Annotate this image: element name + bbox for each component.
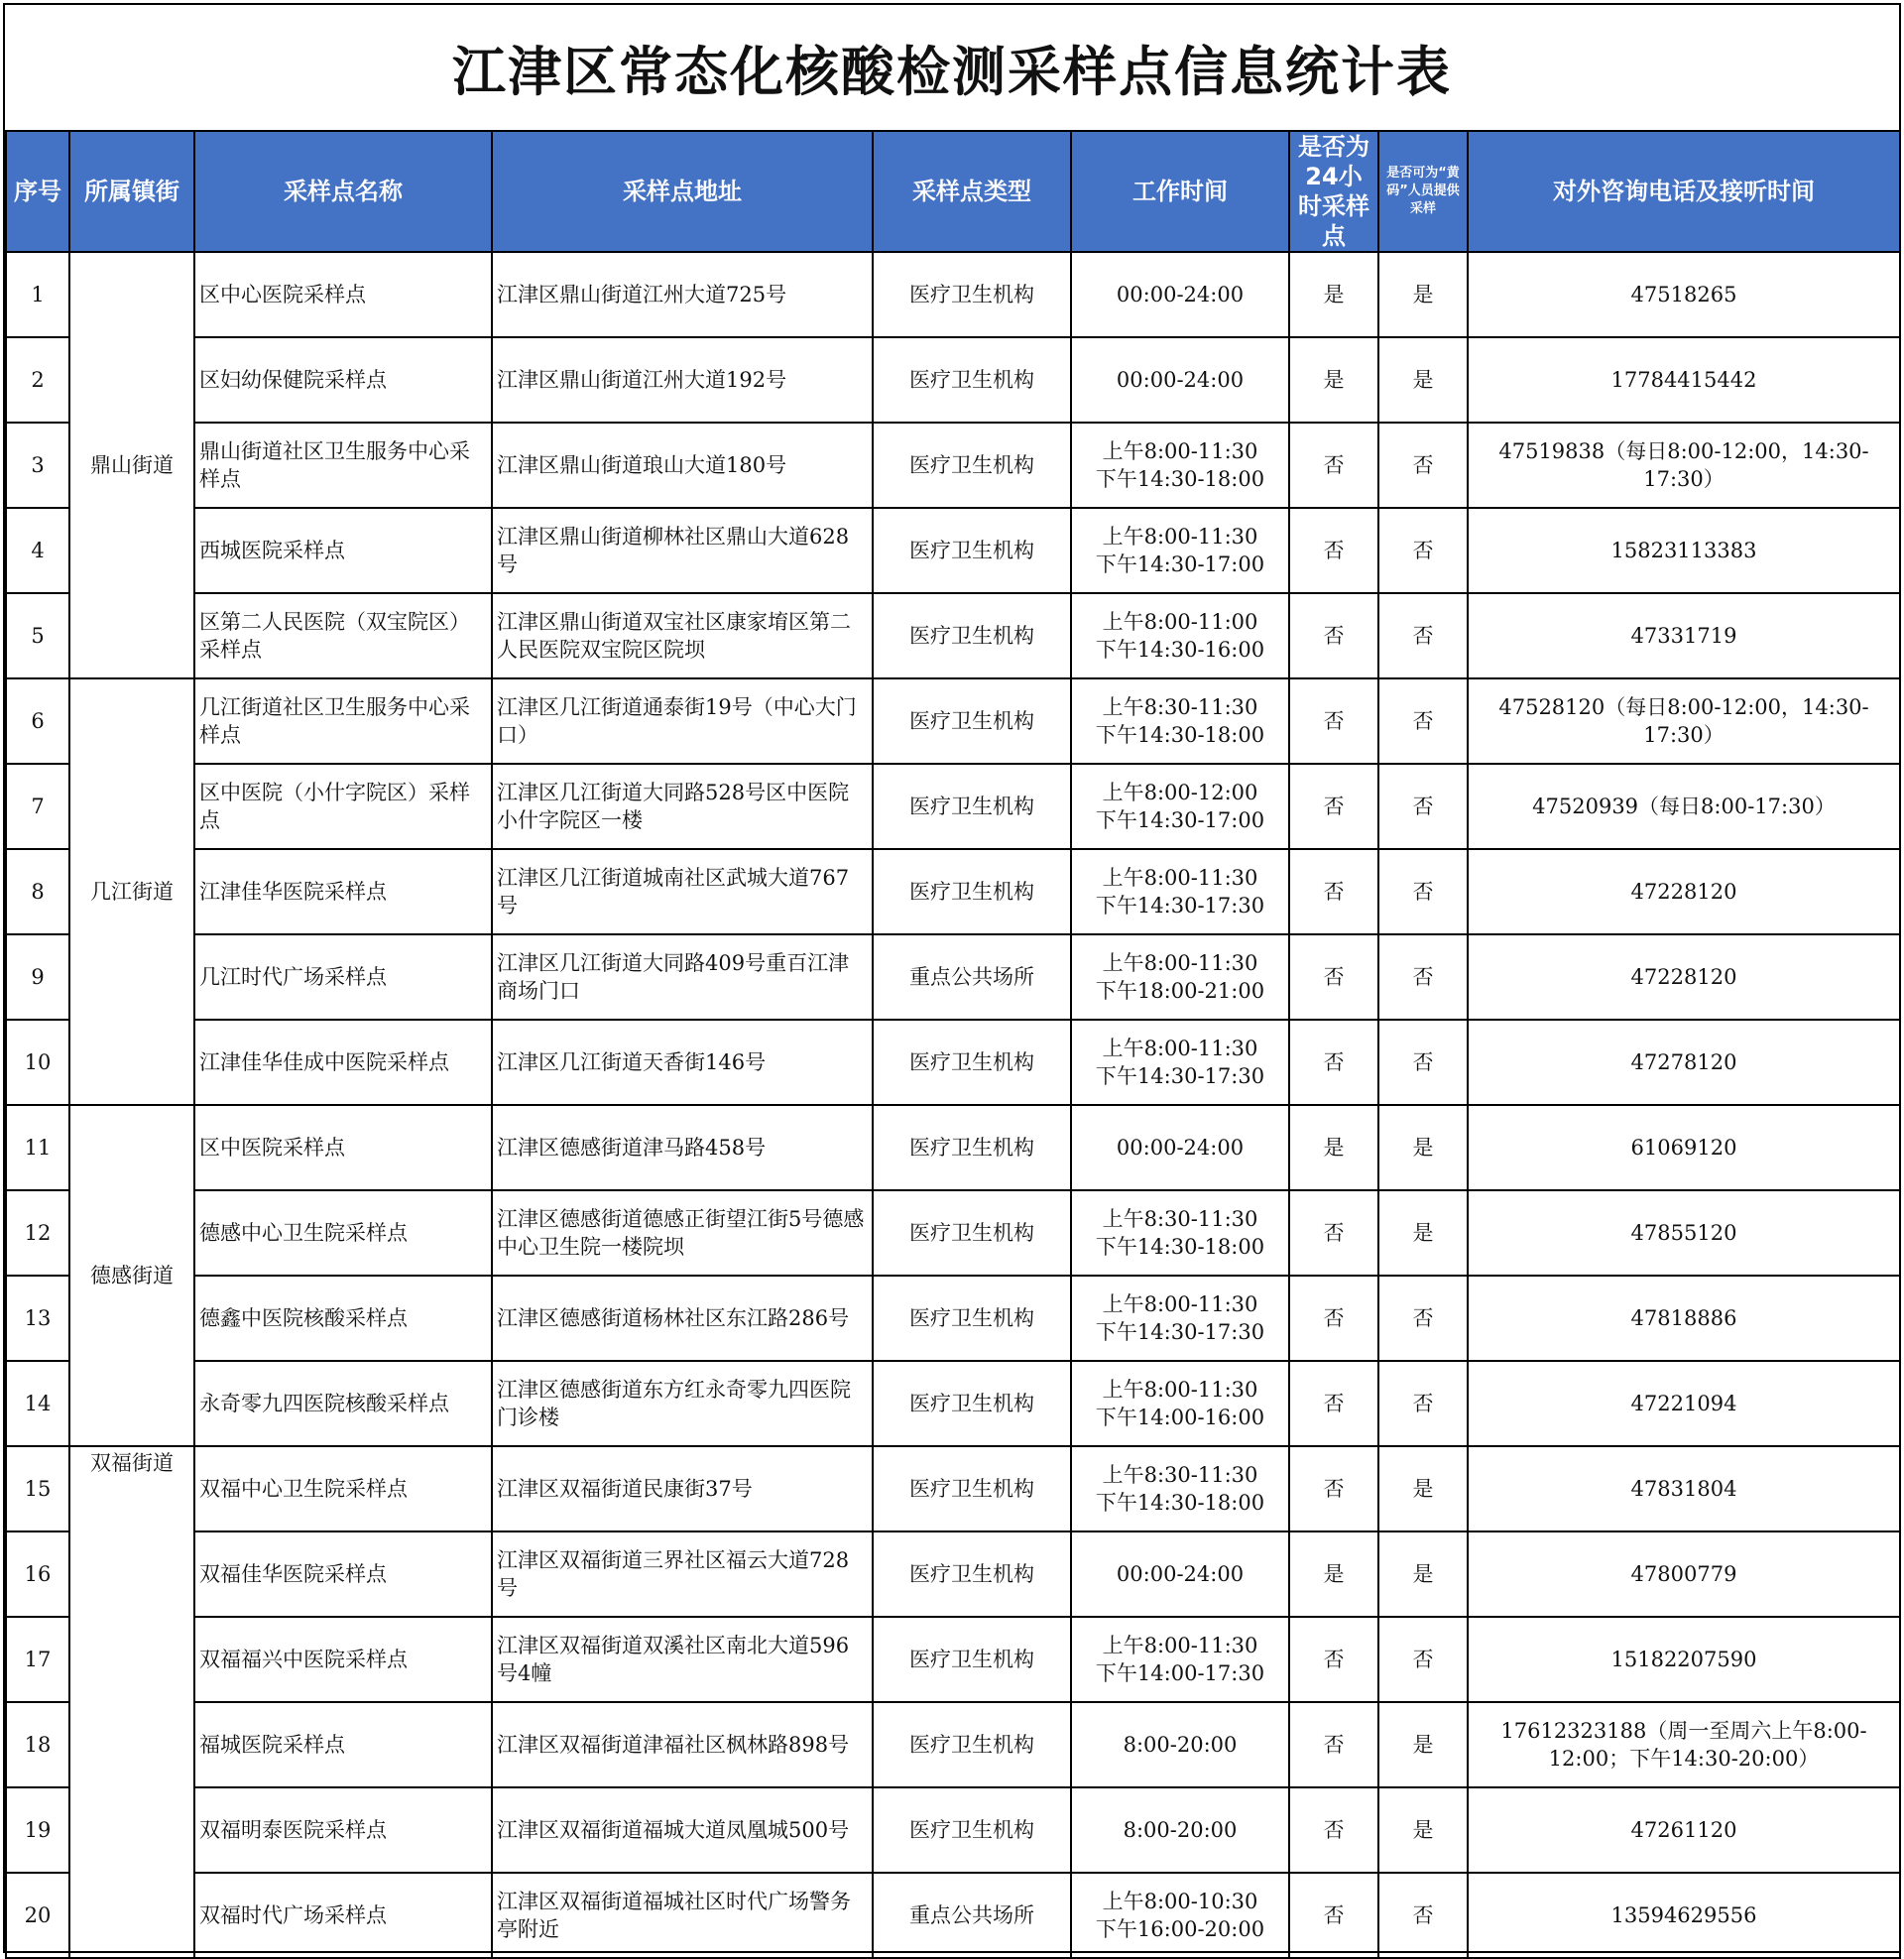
hours-line-1: 8:00-20:00 [1123, 1818, 1238, 1842]
cell-name: 几江街道社区卫生服务中心采样点 [194, 678, 492, 764]
cell-is24h: 否 [1289, 508, 1378, 593]
cell-type: 医疗卫生机构 [873, 1531, 1071, 1617]
table-row [6, 1276, 1900, 1361]
cell-hours [1071, 934, 1289, 1020]
cell-name: 德感中心卫生院采样点 [194, 1190, 492, 1276]
hours-line-1: 8:00-20:00 [1123, 1733, 1238, 1757]
cell-type: 医疗卫生机构 [873, 508, 1071, 593]
cell-phone: 47855120 [1468, 1190, 1900, 1276]
cell-address: 江津区德感街道杨林社区东江路286号 [492, 1276, 873, 1361]
cell-yellow-code: 否 [1378, 423, 1468, 508]
cell-phone: 47221094 [1468, 1361, 1900, 1446]
cell-phone: 15823113383 [1468, 508, 1900, 593]
cell-yellow-code: 否 [1378, 1020, 1468, 1105]
cell-address: 江津区几江街道大同路409号重百江津商场门口 [492, 934, 873, 1020]
cell-is24h: 否 [1289, 1873, 1378, 1958]
cell-yellow-code: 否 [1378, 1873, 1468, 1958]
cell-type: 医疗卫生机构 [873, 678, 1071, 764]
cell-is24h: 否 [1289, 764, 1378, 849]
hours-line-2: 下午14:00-17:30 [1095, 1661, 1265, 1685]
cell-seq: 11 [6, 1105, 69, 1190]
cell-phone: 47800779 [1468, 1531, 1900, 1617]
cell-name: 鼎山街道社区卫生服务中心采样点 [194, 423, 492, 508]
table-row [6, 252, 1900, 337]
cell-seq: 14 [6, 1361, 69, 1446]
cell-yellow-code: 是 [1378, 1190, 1468, 1276]
header-name: 采样点名称 [194, 131, 492, 252]
header-row [6, 131, 1900, 252]
cell-yellow-code: 否 [1378, 764, 1468, 849]
cell-address: 江津区鼎山街道双宝社区康家堉区第二人民医院双宝院区院坝 [492, 593, 873, 678]
table-row [6, 1361, 1900, 1446]
cell-type: 重点公共场所 [873, 934, 1071, 1020]
cell-phone: 61069120 [1468, 1105, 1900, 1190]
cell-hours [1071, 508, 1289, 593]
cell-is24h: 否 [1289, 1617, 1378, 1702]
hours-line-1: 00:00-24:00 [1116, 368, 1245, 392]
header-seq: 序号 [6, 131, 69, 252]
cell-address: 江津区德感街道东方红永奇零九四医院门诊楼 [492, 1361, 873, 1446]
table-row [6, 1617, 1900, 1702]
cell-type: 重点公共场所 [873, 1873, 1071, 1958]
cell-is24h: 否 [1289, 1787, 1378, 1873]
cell-type: 医疗卫生机构 [873, 1787, 1071, 1873]
cell-address: 江津区双福街道双溪社区南北大道596号4幢 [492, 1617, 873, 1702]
cell-is24h: 否 [1289, 1702, 1378, 1787]
cell-address: 江津区双福街道民康街37号 [492, 1446, 873, 1531]
hours-line-2: 下午14:30-17:00 [1095, 552, 1265, 576]
cell-name: 区第二人民医院（双宝院区）采样点 [194, 593, 492, 678]
hours-line-2: 下午14:30-18:00 [1095, 723, 1265, 747]
cell-phone: 13594629556 [1468, 1873, 1900, 1958]
cell-phone: 47228120 [1468, 934, 1900, 1020]
hours-line-2: 下午14:00-16:00 [1095, 1406, 1265, 1429]
hours-line-2: 下午14:30-17:30 [1095, 1064, 1265, 1088]
cell-type: 医疗卫生机构 [873, 593, 1071, 678]
cell-name: 双福佳华医院采样点 [194, 1531, 492, 1617]
cell-phone: 47228120 [1468, 849, 1900, 934]
cell-is24h: 是 [1289, 252, 1378, 337]
cell-type: 医疗卫生机构 [873, 252, 1071, 337]
table-row [6, 1787, 1900, 1873]
table-row [6, 678, 1900, 764]
table-row [6, 1702, 1900, 1787]
cell-type: 医疗卫生机构 [873, 1702, 1071, 1787]
cell-address: 江津区双福街道津福社区枫林路898号 [492, 1702, 873, 1787]
hours-line-1: 上午8:00-11:30 [1102, 866, 1258, 890]
cell-is24h: 否 [1289, 678, 1378, 764]
cell-hours [1071, 423, 1289, 508]
cell-is24h: 是 [1289, 1531, 1378, 1617]
cell-address: 江津区鼎山街道江州大道725号 [492, 252, 873, 337]
hours-line-1: 上午8:00-11:30 [1102, 1037, 1258, 1060]
cell-type: 医疗卫生机构 [873, 1276, 1071, 1361]
cell-name: 区中医院采样点 [194, 1105, 492, 1190]
hours-line-1: 上午8:00-11:30 [1102, 1634, 1258, 1657]
cell-seq: 18 [6, 1702, 69, 1787]
cell-seq: 17 [6, 1617, 69, 1702]
cell-hours [1071, 849, 1289, 934]
cell-seq: 7 [6, 764, 69, 849]
cell-seq: 1 [6, 252, 69, 337]
cell-seq: 6 [6, 678, 69, 764]
cell-name: 永奇零九四医院核酸采样点 [194, 1361, 492, 1446]
cell-phone: 47261120 [1468, 1787, 1900, 1873]
cell-is24h: 否 [1289, 1446, 1378, 1531]
cell-type: 医疗卫生机构 [873, 764, 1071, 849]
cell-address: 江津区德感街道德感正街望江街5号德感中心卫生院一楼院坝 [492, 1190, 873, 1276]
cell-phone: 47818886 [1468, 1276, 1900, 1361]
cell-seq: 16 [6, 1531, 69, 1617]
cell-yellow-code: 是 [1378, 1787, 1468, 1873]
cell-type: 医疗卫生机构 [873, 1105, 1071, 1190]
page-title: 江津区常态化核酸检测采样点信息统计表 [452, 40, 1452, 103]
cell-seq: 19 [6, 1787, 69, 1873]
cell-hours [1071, 678, 1289, 764]
cell-type: 医疗卫生机构 [873, 1446, 1071, 1531]
cell-yellow-code: 否 [1378, 1361, 1468, 1446]
header-hours: 工作时间 [1071, 131, 1289, 252]
cell-address: 江津区几江街道通泰街19号（中心大门口） [492, 678, 873, 764]
cell-type: 医疗卫生机构 [873, 1617, 1071, 1702]
cell-phone: 47520939（每日8:00-17:30） [1468, 764, 1900, 849]
cell-phone: 47331719 [1468, 593, 1900, 678]
cell-is24h: 否 [1289, 1276, 1378, 1361]
cell-name: 双福中心卫生院采样点 [194, 1446, 492, 1531]
cell-seq: 5 [6, 593, 69, 678]
cell-yellow-code: 是 [1378, 1531, 1468, 1617]
cell-hours [1071, 1531, 1289, 1617]
hours-line-1: 上午8:00-11:30 [1102, 1292, 1258, 1316]
cell-name: 区妇幼保健院采样点 [194, 337, 492, 423]
hours-line-1: 上午8:00-11:30 [1102, 951, 1258, 975]
hours-line-2: 下午16:00-20:00 [1095, 1917, 1265, 1941]
cell-hours [1071, 1361, 1289, 1446]
cell-hours [1071, 252, 1289, 337]
cell-hours [1071, 1446, 1289, 1531]
cell-is24h: 否 [1289, 1190, 1378, 1276]
hours-line-1: 上午8:00-10:30 [1102, 1890, 1258, 1913]
cell-seq: 15 [6, 1446, 69, 1531]
table-row [6, 1873, 1900, 1958]
cell-seq: 20 [6, 1873, 69, 1958]
cell-hours [1071, 593, 1289, 678]
header-phone: 对外咨询电话及接听时间 [1468, 131, 1900, 252]
cell-type: 医疗卫生机构 [873, 337, 1071, 423]
hours-line-1: 上午8:00-11:30 [1102, 1378, 1258, 1402]
cell-yellow-code: 是 [1378, 1105, 1468, 1190]
cell-type: 医疗卫生机构 [873, 1190, 1071, 1276]
cell-town: 德感街道 [69, 1105, 194, 1446]
cell-name: 几江时代广场采样点 [194, 934, 492, 1020]
table-row [6, 1531, 1900, 1617]
cell-seq: 4 [6, 508, 69, 593]
cell-name: 双福明泰医院采样点 [194, 1787, 492, 1873]
cell-is24h: 是 [1289, 337, 1378, 423]
cell-yellow-code: 否 [1378, 678, 1468, 764]
header-yellow-code: 是否可为“黄码”人员提供采样 [1378, 131, 1468, 252]
cell-address: 江津区双福街道福城社区时代广场警务亭附近 [492, 1873, 873, 1958]
cell-seq: 12 [6, 1190, 69, 1276]
cell-yellow-code: 否 [1378, 849, 1468, 934]
hours-line-1: 00:00-24:00 [1116, 1136, 1245, 1160]
statistics-sheet [3, 3, 1901, 1953]
cell-hours [1071, 1020, 1289, 1105]
cell-phone: 47831804 [1468, 1446, 1900, 1531]
hours-line-2: 下午14:30-17:00 [1095, 808, 1265, 832]
cell-yellow-code: 否 [1378, 508, 1468, 593]
cell-name: 双福时代广场采样点 [194, 1873, 492, 1958]
table-row [6, 508, 1900, 593]
cell-is24h: 否 [1289, 1361, 1378, 1446]
cell-hours [1071, 1787, 1289, 1873]
hours-line-1: 00:00-24:00 [1116, 283, 1245, 306]
cell-seq: 13 [6, 1276, 69, 1361]
cell-yellow-code: 是 [1378, 252, 1468, 337]
table-row [6, 934, 1900, 1020]
cell-seq: 10 [6, 1020, 69, 1105]
cell-phone: 47518265 [1468, 252, 1900, 337]
cell-seq: 9 [6, 934, 69, 1020]
cell-is24h: 否 [1289, 593, 1378, 678]
cell-name: 江津佳华佳成中医院采样点 [194, 1020, 492, 1105]
table-row [6, 1190, 1900, 1276]
cell-hours [1071, 1702, 1289, 1787]
table-row [6, 593, 1900, 678]
cell-phone: 47278120 [1468, 1020, 1900, 1105]
hours-line-2: 下午14:30-16:00 [1095, 638, 1265, 662]
cell-type: 医疗卫生机构 [873, 423, 1071, 508]
sampling-sites-table [5, 130, 1901, 1959]
hours-line-1: 上午8:30-11:30 [1102, 1207, 1258, 1231]
cell-yellow-code: 是 [1378, 1702, 1468, 1787]
cell-phone: 47528120（每日8:00-12:00，14:30-17:30） [1468, 678, 1900, 764]
cell-address: 江津区双福街道福城大道凤凰城500号 [492, 1787, 873, 1873]
cell-name: 德鑫中医院核酸采样点 [194, 1276, 492, 1361]
cell-yellow-code: 否 [1378, 593, 1468, 678]
cell-name: 西城医院采样点 [194, 508, 492, 593]
cell-address: 江津区鼎山街道琅山大道180号 [492, 423, 873, 508]
cell-address: 江津区鼎山街道柳林社区鼎山大道628号 [492, 508, 873, 593]
cell-phone: 15182207590 [1468, 1617, 1900, 1702]
cell-phone: 17612323188（周一至周六上午8:00-12:00；下午14:30-20:00） [1468, 1702, 1900, 1787]
header-town: 所属镇街 [69, 131, 194, 252]
hours-line-2: 下午14:30-17:30 [1095, 894, 1265, 918]
cell-address: 江津区双福街道三界社区福云大道728号 [492, 1531, 873, 1617]
cell-is24h: 否 [1289, 934, 1378, 1020]
table-row [6, 849, 1900, 934]
hours-line-1: 上午8:00-12:00 [1102, 781, 1258, 804]
table-body [6, 252, 1900, 1958]
cell-hours [1071, 1190, 1289, 1276]
cell-phone: 47519838（每日8:00-12:00，14:30-17:30） [1468, 423, 1900, 508]
cell-town: 鼎山街道 [69, 252, 194, 678]
cell-seq: 3 [6, 423, 69, 508]
hours-line-2: 下午14:30-18:00 [1095, 467, 1265, 491]
hours-line-2: 下午14:30-18:00 [1095, 1235, 1265, 1259]
cell-name: 福城医院采样点 [194, 1702, 492, 1787]
hours-line-1: 上午8:30-11:30 [1102, 695, 1258, 719]
table-row [6, 764, 1900, 849]
cell-is24h: 否 [1289, 849, 1378, 934]
table-row [6, 1020, 1900, 1105]
cell-hours [1071, 1873, 1289, 1958]
hours-line-2: 下午14:30-18:00 [1095, 1491, 1265, 1515]
cell-is24h: 否 [1289, 423, 1378, 508]
hours-line-1: 上午8:00-11:00 [1102, 610, 1258, 634]
cell-hours [1071, 1617, 1289, 1702]
cell-address: 江津区鼎山街道江州大道192号 [492, 337, 873, 423]
cell-is24h: 否 [1289, 1020, 1378, 1105]
cell-town: 几江街道 [69, 678, 194, 1105]
cell-type: 医疗卫生机构 [873, 1020, 1071, 1105]
hours-line-1: 上午8:00-11:30 [1102, 439, 1258, 463]
cell-name: 区中医院（小什字院区）采样点 [194, 764, 492, 849]
table-row [6, 1446, 1900, 1531]
cell-name: 江津佳华医院采样点 [194, 849, 492, 934]
table-row [6, 1105, 1900, 1190]
header-type: 采样点类型 [873, 131, 1071, 252]
cell-address: 江津区几江街道天香街146号 [492, 1020, 873, 1105]
hours-line-1: 上午8:30-11:30 [1102, 1463, 1258, 1487]
cell-town: 双福街道 [69, 1446, 194, 1958]
cell-yellow-code: 否 [1378, 934, 1468, 1020]
cell-hours [1071, 764, 1289, 849]
cell-name: 区中心医院采样点 [194, 252, 492, 337]
cell-seq: 8 [6, 849, 69, 934]
cell-hours [1071, 1105, 1289, 1190]
cell-seq: 2 [6, 337, 69, 423]
cell-yellow-code: 否 [1378, 1276, 1468, 1361]
cell-address: 江津区几江街道大同路528号区中医院小什字院区一楼 [492, 764, 873, 849]
header-is24h: 是否为24小时采样点 [1289, 131, 1378, 252]
table-row [6, 337, 1900, 423]
cell-hours [1071, 1276, 1289, 1361]
cell-address: 江津区几江街道城南社区武城大道767号 [492, 849, 873, 934]
cell-type: 医疗卫生机构 [873, 849, 1071, 934]
cell-phone: 17784415442 [1468, 337, 1900, 423]
hours-line-2: 下午14:30-17:30 [1095, 1320, 1265, 1344]
hours-line-1: 00:00-24:00 [1116, 1562, 1245, 1586]
header-address: 采样点地址 [492, 131, 873, 252]
hours-line-2: 下午18:00-21:00 [1095, 979, 1265, 1003]
cell-yellow-code: 是 [1378, 1446, 1468, 1531]
table-row [6, 423, 1900, 508]
hours-line-1: 上午8:00-11:30 [1102, 525, 1258, 549]
cell-yellow-code: 是 [1378, 337, 1468, 423]
cell-hours [1071, 337, 1289, 423]
cell-name: 双福福兴中医院采样点 [194, 1617, 492, 1702]
cell-address: 江津区德感街道津马路458号 [492, 1105, 873, 1190]
cell-yellow-code: 否 [1378, 1617, 1468, 1702]
cell-is24h: 是 [1289, 1105, 1378, 1190]
cell-type: 医疗卫生机构 [873, 1361, 1071, 1446]
